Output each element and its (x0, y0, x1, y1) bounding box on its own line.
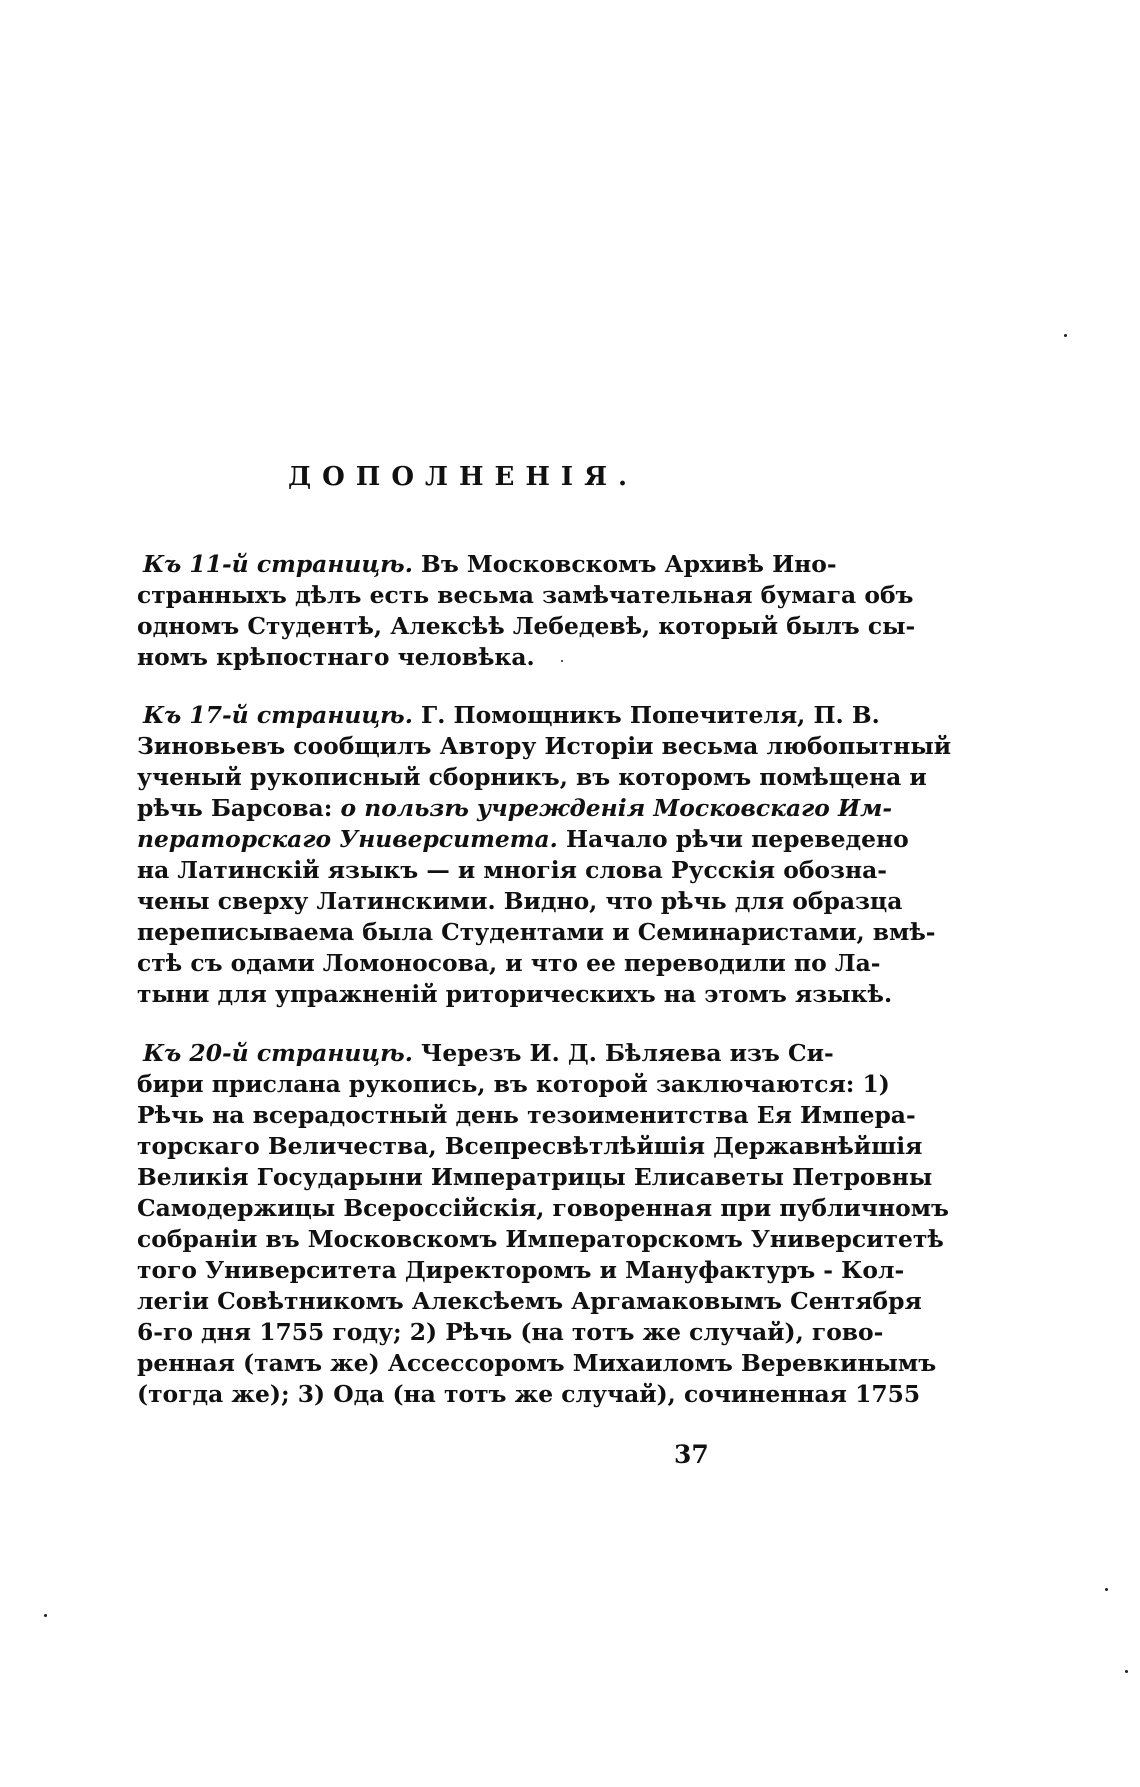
page-number: 37 (674, 1440, 709, 1469)
text-line: стѣ съ одами Ломоносова, и что ее переводили по Ла- (137, 949, 881, 977)
speech-title: ператорскаго Университета. (137, 825, 558, 853)
text-line: Самодержицы Всероссійскія, говоренная при публичномъ (137, 1194, 949, 1222)
text-line: рѣчь Барсова: о пользѣ учрежденія Московскаго Им- (137, 794, 893, 822)
paragraph-page-11 (137, 549, 916, 673)
speech-title: о пользѣ учрежденія Московскаго Им- (340, 794, 893, 822)
text-line: торскаго Величества, Всепресвѣтлѣйшія Державнѣйшія (137, 1132, 923, 1160)
text-line: (тогда же); 3) Ода (на тотъ же случай), сочиненная 1755 (137, 1380, 921, 1408)
text-line: легіи Совѣтникомъ Алексѣемъ Аргамаковымъ Сентября (137, 1287, 922, 1315)
scan-speck (1064, 334, 1067, 337)
text-line: Зиновьевъ сообщилъ Автору Исторіи весьма любопытный (137, 732, 952, 760)
text-line: бири прислана рукопись, въ которой заключаются: 1) (137, 1070, 890, 1098)
text-line: Къ 11-й страницѣ. Въ Московскомъ Архивѣ Ино- (143, 550, 837, 578)
text-line: тыни для упражненій риторическихъ на этомъ языкѣ. (137, 980, 893, 1008)
text-line: ученый рукописный сборникъ, въ которомъ помѣщена и (137, 763, 927, 791)
text-line: Рѣчь на всерадостный день тезоименитства Ея Импера- (137, 1101, 916, 1129)
text-line: ператорскаго Университета. Начало рѣчи переведено (137, 825, 909, 853)
text-line: собраніи въ Московскомъ Императорскомъ Университетѣ (137, 1225, 944, 1253)
text-line: Великія Государыни Императрицы Елисаветы Петровны (137, 1163, 933, 1191)
scan-speck (44, 1614, 47, 1617)
text-line: ренная (тамъ же) Ассессоромъ Михаиломъ Веревкинымъ (137, 1349, 937, 1377)
scan-speck (1105, 1588, 1108, 1591)
scan-speck (561, 660, 563, 662)
page-reference: Къ 20-й страницѣ. (143, 1039, 413, 1067)
text-line: чены сверху Латинскими. Видно, что рѣчь для образца (137, 887, 903, 915)
text-line: того Университета Директоромъ и Мануфактуръ - Кол- (137, 1256, 905, 1284)
text-line: переписываема была Студентами и Семинаристами, вмѣ- (137, 918, 936, 946)
page-reference: Къ 17-й страницѣ. (143, 701, 413, 729)
text-line: на Латинскій языкъ — и многія слова Русскія обозна- (137, 856, 887, 884)
text-line: Къ 20-й страницѣ. Черезъ И. Д. Бѣляева изъ Си- (143, 1039, 834, 1067)
page-reference: Къ 11-й страницѣ. (143, 550, 413, 578)
section-heading: ДОПОЛНЕНІЯ. (288, 462, 639, 492)
text-line: 6-го дня 1755 году; 2) Рѣчь (на тотъ же случай), гово- (137, 1318, 884, 1346)
text-line: Къ 17-й страницѣ. Г. Помощникъ Попечителя, П. В. (143, 701, 880, 729)
text-line: странныхъ дѣлъ есть весьма замѣчательная бумага объ (137, 581, 914, 609)
paragraph-page-20 (137, 1038, 949, 1410)
scan-speck (1125, 1670, 1128, 1673)
text-line: одномъ Студентѣ, Алексѣѣ Лебедевѣ, который былъ сы- (137, 612, 916, 640)
text-line: номъ крѣпостнаго человѣка. (137, 643, 535, 671)
paragraph-page-17 (137, 700, 952, 1010)
